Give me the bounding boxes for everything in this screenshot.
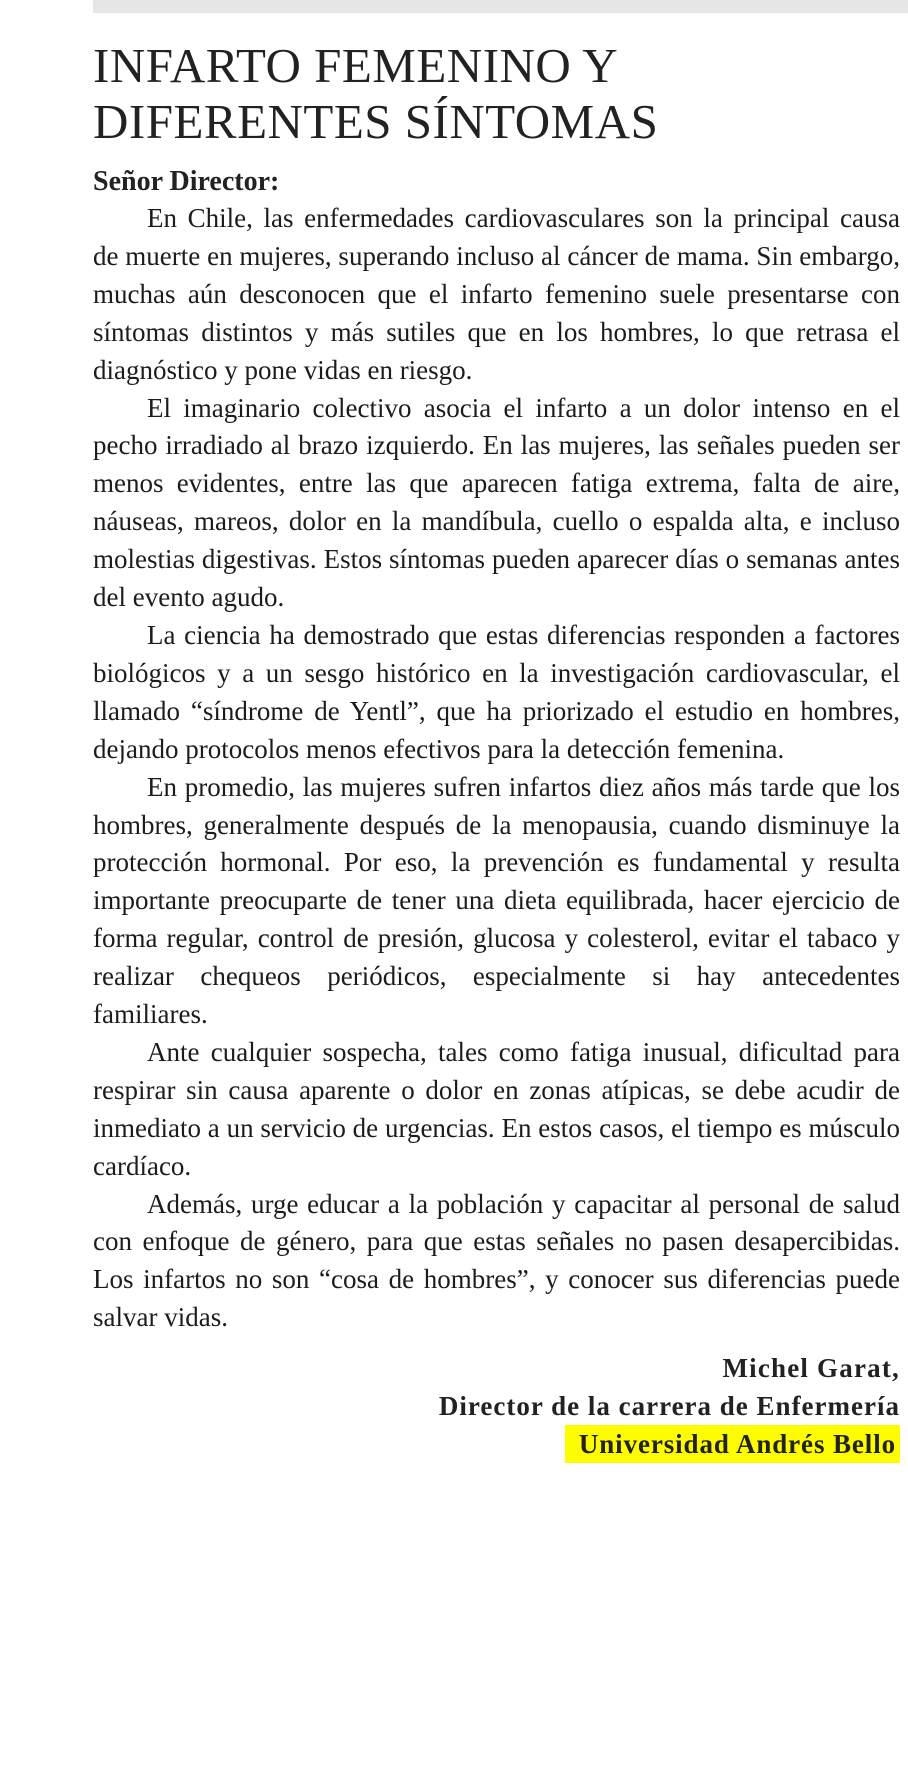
author-institution: Universidad Andrés Bello bbox=[565, 1425, 900, 1463]
paragraph-6: Además, urge educar a la población y capacitar al personal de salud con enfoque de género, para que estas señales no pasen desapercibidas. Los infartos no son “cosa de hombres”, y conocer sus diferencias puede salvar vidas. bbox=[93, 1188, 900, 1333]
paragraph-3: La ciencia ha demostrado que estas diferencias responden a factores biológicos y a un sesgo histórico en la investigación cardiovascular, el llamado “síndrome de Yentl”, que ha priorizado el estudio en hombres, dejando protocolos menos efectivos para la detección femenina. bbox=[93, 619, 900, 764]
author-role: Director de la carrera de Enfermería bbox=[438, 1391, 900, 1422]
signature-block bbox=[93, 1349, 900, 1463]
paragraph-5: Ante cualquier sospecha, tales como fatiga inusual, dificultad para respirar sin causa aparente o dolor en zonas atípicas, se debe acudir de inmediato a un servicio de urgencias. En estos casos, el tiempo es músculo cardíaco. bbox=[93, 1036, 900, 1181]
paragraph-4: En promedio, las mujeres sufren infartos diez años más tarde que los hombres, generalmente después de la menopausia, cuando disminuye la protección hormonal. Por eso, la prevención es fundamental y resulta importante preocuparte de tener una dieta equilibrada, hacer ejercicio de forma regular, control de presión, glucosa y colesterol, evitar el tabaco y realizar chequeos periódicos, especialmente si hay antecedentes familiares. bbox=[93, 771, 900, 1030]
author-name: Michel Garat, bbox=[722, 1353, 900, 1384]
headline-line-2: DIFERENTES SÍNTOMAS bbox=[93, 94, 659, 149]
paragraph-2: El imaginario colectivo asocia el infarto a un dolor intenso en el pecho irradiado al brazo izquierdo. En las mujeres, las señales pueden ser menos evidentes, entre las que aparecen fatiga extrema, falta de aire, náuseas, mareos, dolor en la mandíbula, cuello o espalda alta, e incluso molestias digestivas. Estos síntomas pueden aparecer días o semanas antes del evento agudo. bbox=[93, 392, 900, 613]
header-band bbox=[93, 0, 908, 13]
letter-body bbox=[93, 200, 900, 1337]
headline-line-1: INFARTO FEMENINO Y bbox=[93, 38, 619, 93]
salutation: Señor Director: bbox=[93, 166, 280, 197]
institution-row bbox=[93, 1425, 900, 1463]
letter-article bbox=[93, 38, 900, 1463]
paragraph-1: En Chile, las enfermedades cardiovasculares son la principal causa de muerte en mujeres, superando incluso al cáncer de mama. Sin embargo, muchas aún desconocen que el infarto femenino suele presentarse con síntomas distintos y más sutiles que en los hombres, lo que retrasa el diagnóstico y pone vidas en riesgo. bbox=[93, 203, 900, 385]
headline bbox=[93, 38, 900, 150]
